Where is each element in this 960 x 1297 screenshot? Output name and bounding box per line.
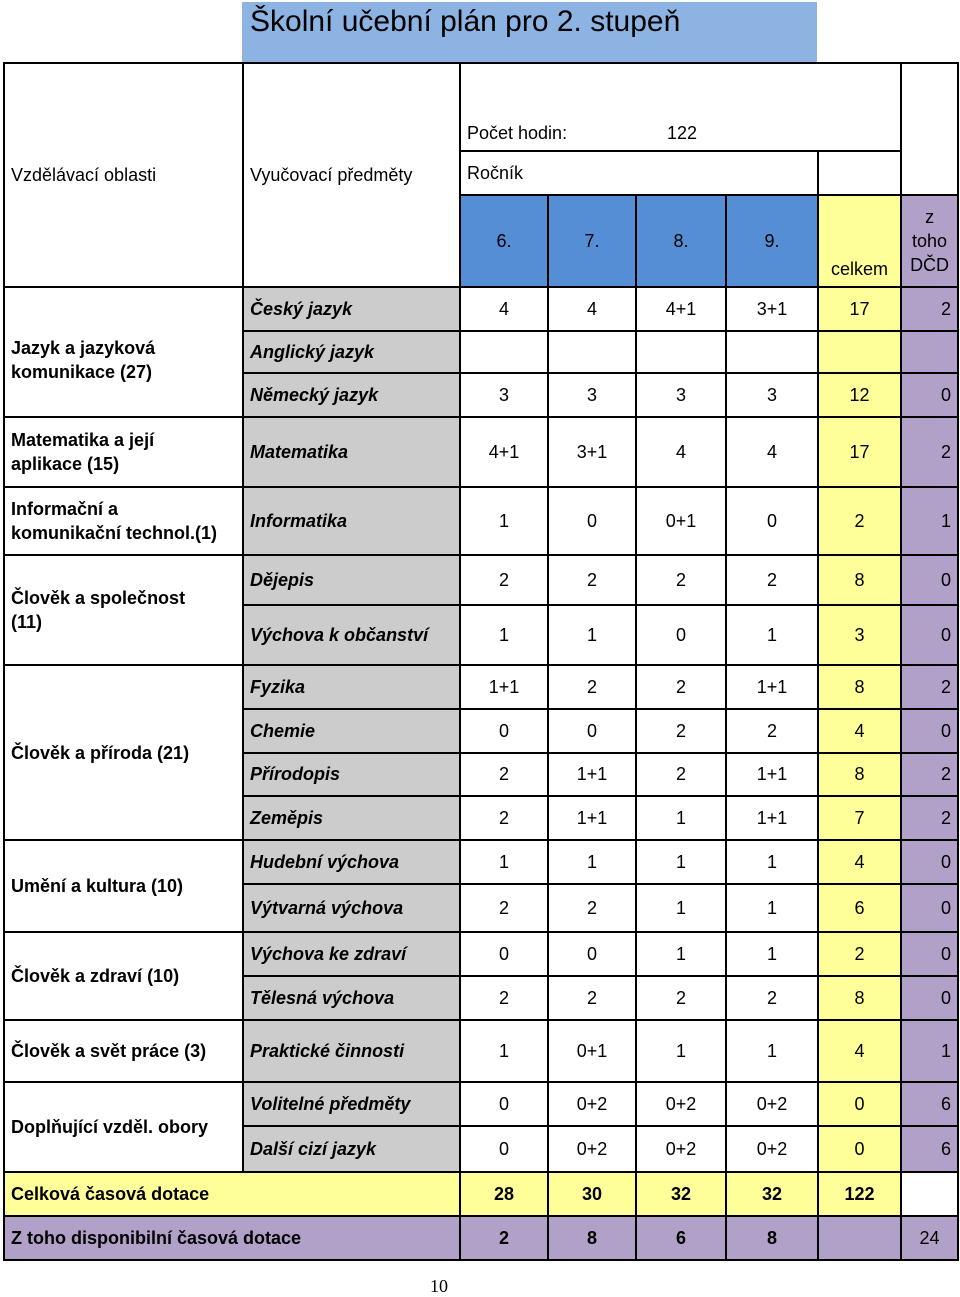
hours-grade-8: 2 bbox=[636, 665, 726, 709]
hours-grade-7: 0+2 bbox=[548, 1126, 636, 1172]
dcd-cell: 6 bbox=[901, 1126, 958, 1172]
total-cell: 6 bbox=[818, 884, 901, 932]
grade-9: 9. bbox=[726, 195, 818, 287]
subject-cell: Český jazyk bbox=[243, 287, 460, 331]
summary-disp bbox=[4, 1216, 958, 1260]
hours-grade-8: 1 bbox=[636, 1020, 726, 1082]
table-row bbox=[4, 665, 958, 709]
subject-cell: Zeměpis bbox=[243, 796, 460, 840]
curriculum-table bbox=[3, 62, 959, 1261]
hours-grade-7: 0 bbox=[548, 932, 636, 976]
hours-grade-8: 3 bbox=[636, 373, 726, 417]
table-row bbox=[4, 1020, 958, 1082]
hours-grade-8: 2 bbox=[636, 753, 726, 796]
area-informatika: Informační a komunikační technol.(1) bbox=[4, 487, 243, 555]
dcd-cell: 0 bbox=[901, 884, 958, 932]
subject-cell: Výchova k občanství bbox=[243, 605, 460, 665]
table-row bbox=[4, 417, 958, 487]
hours-grade-6: 1+1 bbox=[460, 665, 548, 709]
area-spolecnost: Člověk a společnost (11) bbox=[4, 555, 243, 665]
summary-total-value: 122 bbox=[818, 1172, 901, 1216]
dcd-cell: 6 bbox=[901, 1082, 958, 1126]
hours-grade-6: 1 bbox=[460, 1020, 548, 1082]
hours-grade-6: 2 bbox=[460, 555, 548, 605]
summary-disp-value: 8 bbox=[726, 1216, 818, 1260]
hours-grade-7: 4 bbox=[548, 287, 636, 331]
area-priroda: Člověk a příroda (21) bbox=[4, 665, 243, 840]
table-row bbox=[4, 555, 958, 605]
hours-grade-9: 2 bbox=[726, 976, 818, 1020]
area-prace: Člověk a svět práce (3) bbox=[4, 1020, 243, 1082]
hours-grade-8: 0+2 bbox=[636, 1126, 726, 1172]
hours-grade-8: 2 bbox=[636, 709, 726, 753]
hours-grade-7: 0+1 bbox=[548, 1020, 636, 1082]
hours-grade-9: 1+1 bbox=[726, 796, 818, 840]
hours-grade-9: 1+1 bbox=[726, 753, 818, 796]
total-cell: 0 bbox=[818, 1126, 901, 1172]
total-cell: 2 bbox=[818, 932, 901, 976]
dcd-cell: 2 bbox=[901, 753, 958, 796]
summary-disp-value: 2 bbox=[460, 1216, 548, 1260]
hours-grade-9: 3 bbox=[726, 373, 818, 417]
total-cell: 8 bbox=[818, 753, 901, 796]
hours-grade-7: 0+2 bbox=[548, 1082, 636, 1126]
table-row bbox=[4, 932, 958, 976]
hours-grade-6: 1 bbox=[460, 840, 548, 884]
dcd-cell: 2 bbox=[901, 665, 958, 709]
hours-grade-6: 0 bbox=[460, 709, 548, 753]
hours-grade-8: 0 bbox=[636, 605, 726, 665]
grade-label: Ročník bbox=[460, 151, 818, 195]
dcd-cell: 0 bbox=[901, 709, 958, 753]
subject-cell: Další cizí jazyk bbox=[243, 1126, 460, 1172]
dcd-cell: 1 bbox=[901, 1020, 958, 1082]
grade-8: 8. bbox=[636, 195, 726, 287]
hours-grade-6: 0 bbox=[460, 932, 548, 976]
page-title: Školní učební plán pro 2. stupeň bbox=[242, 2, 817, 62]
hours-grade-9: 1 bbox=[726, 932, 818, 976]
area-doplnujici: Doplňující vzděl. obory bbox=[4, 1082, 243, 1172]
summary-total-label: Celková časová dotace bbox=[4, 1172, 460, 1216]
dcd-cell: 2 bbox=[901, 796, 958, 840]
total-cell: 0 bbox=[818, 1082, 901, 1126]
area-matematika: Matematika a její aplikace (15) bbox=[4, 417, 243, 487]
subject-cell: Hudební výchova bbox=[243, 840, 460, 884]
summary-total bbox=[4, 1172, 958, 1216]
hours-grade-8: 1 bbox=[636, 840, 726, 884]
hours-grade-9: 1 bbox=[726, 605, 818, 665]
summary-total-value: 32 bbox=[636, 1172, 726, 1216]
hours-grade-7: 1 bbox=[548, 840, 636, 884]
summary-disp-value: 6 bbox=[636, 1216, 726, 1260]
hours-grade-9: 0 bbox=[726, 487, 818, 555]
summary-total-end bbox=[901, 1172, 958, 1216]
subject-cell: Informatika bbox=[243, 487, 460, 555]
hours-grade-6: 2 bbox=[460, 976, 548, 1020]
summary-total-value: 30 bbox=[548, 1172, 636, 1216]
summary-disp-value bbox=[818, 1216, 901, 1260]
hours-grade-7: 3 bbox=[548, 373, 636, 417]
subject-cell: Německý jazyk bbox=[243, 373, 460, 417]
hours-cell: Počet hodin: 122 bbox=[460, 63, 901, 151]
hours-grade-6: 3 bbox=[460, 373, 548, 417]
dcd-cell: 2 bbox=[901, 417, 958, 487]
hours-grade-9: 0+2 bbox=[726, 1126, 818, 1172]
area-zdravi: Člověk a zdraví (10) bbox=[4, 932, 243, 1020]
hours-grade-9: 1 bbox=[726, 840, 818, 884]
hours-grade-9: 2 bbox=[726, 709, 818, 753]
hours-grade-6: 2 bbox=[460, 796, 548, 840]
table-row bbox=[4, 1082, 958, 1126]
summary-total-value: 28 bbox=[460, 1172, 548, 1216]
hours-grade-8: 4 bbox=[636, 417, 726, 487]
hours-grade-8: 1 bbox=[636, 796, 726, 840]
hours-grade-7: 1 bbox=[548, 605, 636, 665]
hours-grade-9: 3+1 bbox=[726, 287, 818, 331]
hours-grade-7: 1+1 bbox=[548, 753, 636, 796]
hours-grade-7: 2 bbox=[548, 665, 636, 709]
area-column-header: Vzdělávací oblasti bbox=[4, 63, 243, 287]
total-cell: 4 bbox=[818, 709, 901, 753]
total-cell: 2 bbox=[818, 487, 901, 555]
subject-cell: Fyzika bbox=[243, 665, 460, 709]
dcd-cell: 0 bbox=[901, 976, 958, 1020]
hours-grade-8: 4+1 bbox=[636, 287, 726, 331]
hours-grade-9: 2 bbox=[726, 555, 818, 605]
subject-cell: Dějepis bbox=[243, 555, 460, 605]
dcd-cell: 0 bbox=[901, 373, 958, 417]
hours-grade-6: 1 bbox=[460, 487, 548, 555]
subject-cell: Anglický jazyk bbox=[243, 331, 460, 373]
subject-cell: Matematika bbox=[243, 417, 460, 487]
total-cell: 8 bbox=[818, 555, 901, 605]
hours-grade-8: 1 bbox=[636, 884, 726, 932]
total-cell: 17 bbox=[818, 417, 901, 487]
hours-grade-7: 2 bbox=[548, 555, 636, 605]
hours-grade-7: 0 bbox=[548, 709, 636, 753]
hours-grade-6: 2 bbox=[460, 884, 548, 932]
grade-7: 7. bbox=[548, 195, 636, 287]
hours-grade-9: 1 bbox=[726, 1020, 818, 1082]
dcd-cell bbox=[901, 331, 958, 373]
total-cell: 12 bbox=[818, 373, 901, 417]
hours-grade-9: 1 bbox=[726, 884, 818, 932]
hours-grade-8 bbox=[636, 331, 726, 373]
hours-grade-9: 4 bbox=[726, 417, 818, 487]
total-cell: 17 bbox=[818, 287, 901, 331]
hours-grade-7: 2 bbox=[548, 884, 636, 932]
total-cell: 7 bbox=[818, 796, 901, 840]
dcd-cell: 0 bbox=[901, 840, 958, 884]
hours-grade-8: 2 bbox=[636, 976, 726, 1020]
hours-grade-9 bbox=[726, 331, 818, 373]
table-row bbox=[4, 487, 958, 555]
dcd-cell: 2 bbox=[901, 287, 958, 331]
hours-grade-7 bbox=[548, 331, 636, 373]
subject-cell: Volitelné předměty bbox=[243, 1082, 460, 1126]
hours-grade-7: 0 bbox=[548, 487, 636, 555]
hours-grade-7: 2 bbox=[548, 976, 636, 1020]
dcd-cell: 0 bbox=[901, 605, 958, 665]
dcd-cell: 0 bbox=[901, 555, 958, 605]
hours-grade-6 bbox=[460, 331, 548, 373]
total-cell: 4 bbox=[818, 1020, 901, 1082]
dcd-cell: 0 bbox=[901, 932, 958, 976]
table-row bbox=[4, 287, 958, 331]
subject-column-header: Vyučovací předměty bbox=[243, 63, 460, 287]
total-cell: 3 bbox=[818, 605, 901, 665]
subject-cell: Výchova ke zdraví bbox=[243, 932, 460, 976]
summary-disp-label: Z toho disponibilní časová dotace bbox=[4, 1216, 460, 1260]
total-header: celkem bbox=[818, 195, 901, 287]
hours-grade-7: 3+1 bbox=[548, 417, 636, 487]
hours-grade-7: 1+1 bbox=[548, 796, 636, 840]
subject-cell: Chemie bbox=[243, 709, 460, 753]
hours-grade-6: 1 bbox=[460, 605, 548, 665]
page-number: 10 bbox=[430, 1276, 448, 1296]
subject-cell: Výtvarná výchova bbox=[243, 884, 460, 932]
summary-disp-end: 24 bbox=[901, 1216, 958, 1260]
hours-grade-6: 4+1 bbox=[460, 417, 548, 487]
hours-grade-6: 0 bbox=[460, 1126, 548, 1172]
hours-grade-8: 0+2 bbox=[636, 1082, 726, 1126]
dcd-header: z toho DČD bbox=[901, 195, 958, 287]
hours-grade-9: 1+1 bbox=[726, 665, 818, 709]
subject-cell: Přírodopis bbox=[243, 753, 460, 796]
area-umeni: Umění a kultura (10) bbox=[4, 840, 243, 932]
hours-grade-9: 0+2 bbox=[726, 1082, 818, 1126]
total-cell bbox=[818, 331, 901, 373]
area-jazyk: Jazyk a jazyková komunikace (27) bbox=[4, 287, 243, 417]
header-blank bbox=[901, 63, 958, 195]
total-cell: 8 bbox=[818, 976, 901, 1020]
subject-cell: Praktické činnosti bbox=[243, 1020, 460, 1082]
dcd-cell: 1 bbox=[901, 487, 958, 555]
header-row-hours bbox=[4, 63, 958, 151]
hours-grade-6: 4 bbox=[460, 287, 548, 331]
summary-total-value: 32 bbox=[726, 1172, 818, 1216]
subject-cell: Tělesná výchova bbox=[243, 976, 460, 1020]
hours-grade-8: 0+1 bbox=[636, 487, 726, 555]
hours-grade-8: 2 bbox=[636, 555, 726, 605]
hours-grade-8: 1 bbox=[636, 932, 726, 976]
table-row bbox=[4, 840, 958, 884]
hours-grade-6: 2 bbox=[460, 753, 548, 796]
total-cell: 8 bbox=[818, 665, 901, 709]
total-cell: 4 bbox=[818, 840, 901, 884]
grade-blank bbox=[818, 151, 901, 195]
summary-disp-value: 8 bbox=[548, 1216, 636, 1260]
hours-grade-6: 0 bbox=[460, 1082, 548, 1126]
grade-6: 6. bbox=[460, 195, 548, 287]
